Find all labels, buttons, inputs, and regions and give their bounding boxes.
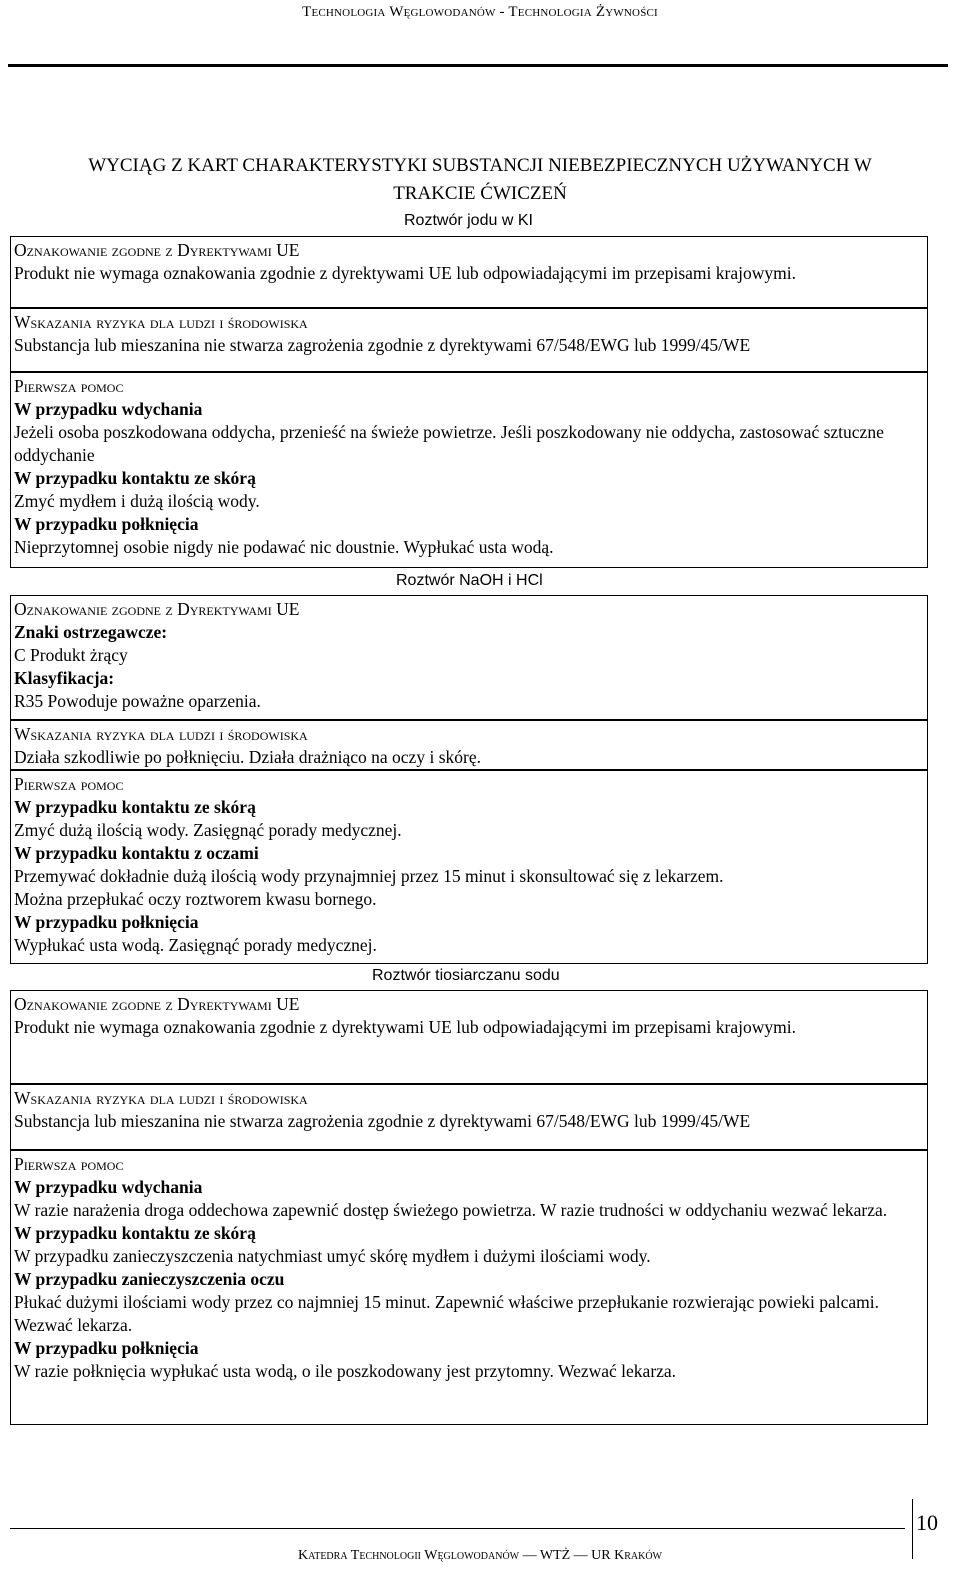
skin-heading: W przypadku kontaktu ze skórą — [14, 1223, 256, 1243]
risk-heading: Wskazania ryzyka dla ludzi i środowiska — [14, 724, 308, 744]
skin-text: Zmyć mydłem i dużą ilością wody. — [14, 491, 260, 511]
page-number: 10 — [916, 1510, 938, 1535]
iodine-first-aid-box — [10, 372, 928, 568]
eyes-heading: W przypadku kontaktu z oczami — [14, 843, 259, 863]
footer-rule — [10, 1528, 905, 1529]
iodine-risk-box — [10, 308, 928, 372]
risk-text: Substancja lub mieszanina nie stwarza zagrożenia zgodnie z dyrektywami 67/548/EWG lub 1999/45/WE — [14, 335, 751, 355]
risk-text: Działa szkodliwie po połknięciu. Działa drażniąco na oczy i skórę. — [14, 747, 481, 767]
running-header: Technologia Węglowodanów - Technologia Żywności — [302, 4, 658, 20]
document-title — [0, 152, 960, 208]
footer-department: Katedra Technologii Węglowodanów — WTŻ — UR Kraków — [297, 1548, 662, 1563]
eyes-text-line1: Przemywać dokładnie dużą ilością wody przynajmniej przez 15 minut i skonsultować się z lekarzem. — [14, 866, 724, 886]
skin-text: W przypadku zanieczyszczenia natychmiast umyć skórę mydłem i dużymi ilościami wody. — [14, 1246, 651, 1266]
first-aid-heading: Pierwsza pomoc — [14, 1154, 124, 1174]
inhalation-text: W razie narażenia droga oddechowa zapewnić dostęp świeżego powietrza. W razie trudności w oddychaniu wezwać lekarza. — [14, 1200, 888, 1220]
eyes-text: Płukać dużymi ilościami wody przez co najmniej 15 minut. Zapewnić właściwe przepłukanie rozwierając powieki palcami. Wezwać lekarza. — [14, 1292, 879, 1335]
thiosulfate-risk-box — [10, 1084, 928, 1150]
inhalation-text: Jeżeli osoba poszkodowana oddycha, przenieść na świeże powietrze. Jeśli poszkodowany nie oddycha, zastosować sztuczne oddychanie — [14, 422, 884, 465]
naoh-risk-box — [10, 720, 928, 770]
labeling-heading: Oznakowanie zgodne z Dyrektywami UE — [14, 994, 300, 1014]
warning-signs-text: C Produkt żrący — [14, 645, 128, 665]
ingestion-text: Nieprzytomnej osobie nigdy nie podawać nic doustnie. Wypłukać usta wodą. — [14, 537, 554, 557]
inhalation-heading: W przypadku wdychania — [14, 1177, 203, 1197]
warning-signs-heading: Znaki ostrzegawcze: — [14, 622, 168, 642]
classification-text: R35 Powoduje poważne oparzenia. — [14, 691, 261, 711]
ingestion-heading: W przypadku połknięcia — [14, 514, 199, 534]
first-aid-heading: Pierwsza pomoc — [14, 774, 124, 794]
naoh-labeling-box — [10, 595, 928, 720]
ingestion-heading: W przypadku połknięcia — [14, 1338, 199, 1358]
document-title-line1: WYCIĄG Z KART CHARAKTERYSTYKI SUBSTANCJI NIEBEZPIECZNYCH UŻYWANYCH W — [88, 155, 872, 176]
section-title-thiosulfate: Roztwór tiosiarczanu sodu — [372, 967, 560, 984]
ingestion-text: Wypłukać usta wodą. Zasięgnąć porady medycznej. — [14, 935, 377, 955]
risk-text: Substancja lub mieszanina nie stwarza zagrożenia zgodnie z dyrektywami 67/548/EWG lub 1999/45/WE — [14, 1111, 751, 1131]
risk-heading: Wskazania ryzyka dla ludzi i środowiska — [14, 1088, 308, 1108]
skin-text: Zmyć dużą ilością wody. Zasięgnąć porady medycznej. — [14, 820, 402, 840]
labeling-text: Produkt nie wymaga oznakowania zgodnie z dyrektywami UE lub odpowiadającymi im przepisami krajowymi. — [14, 1017, 796, 1037]
document-title-line2: TRAKCIE ĆWICZEŃ — [393, 183, 567, 204]
risk-heading: Wskazania ryzyka dla ludzi i środowiska — [14, 312, 308, 332]
labeling-heading: Oznakowanie zgodne z Dyrektywami UE — [14, 240, 300, 260]
labeling-heading: Oznakowanie zgodne z Dyrektywami UE — [14, 599, 300, 619]
section-title-iodine: Roztwór jodu w KI — [404, 212, 533, 229]
labeling-text: Produkt nie wymaga oznakowania zgodnie z dyrektywami UE lub odpowiadającymi im przepisami krajowymi. — [14, 263, 796, 283]
ingestion-heading: W przypadku połknięcia — [14, 912, 199, 932]
eyes-heading: W przypadku zanieczyszczenia oczu — [14, 1269, 285, 1289]
skin-heading: W przypadku kontaktu ze skórą — [14, 797, 256, 817]
eyes-text-line2: Można przepłukać oczy roztworem kwasu bornego. — [14, 889, 377, 909]
classification-heading: Klasyfikacja: — [14, 668, 115, 688]
thiosulfate-first-aid-box — [10, 1150, 928, 1425]
inhalation-heading: W przypadku wdychania — [14, 399, 203, 419]
thiosulfate-labeling-box — [10, 990, 928, 1084]
first-aid-heading: Pierwsza pomoc — [14, 376, 124, 396]
naoh-first-aid-box — [10, 770, 928, 964]
section-title-naoh-hcl: Roztwór NaOH i HCl — [396, 572, 543, 589]
iodine-labeling-box — [10, 236, 928, 308]
header-rule — [8, 64, 948, 67]
skin-heading: W przypadku kontaktu ze skórą — [14, 468, 256, 488]
ingestion-text: W razie połknięcia wypłukać usta wodą, o ile poszkodowany jest przytomny. Wezwać lekarza. — [14, 1361, 677, 1381]
